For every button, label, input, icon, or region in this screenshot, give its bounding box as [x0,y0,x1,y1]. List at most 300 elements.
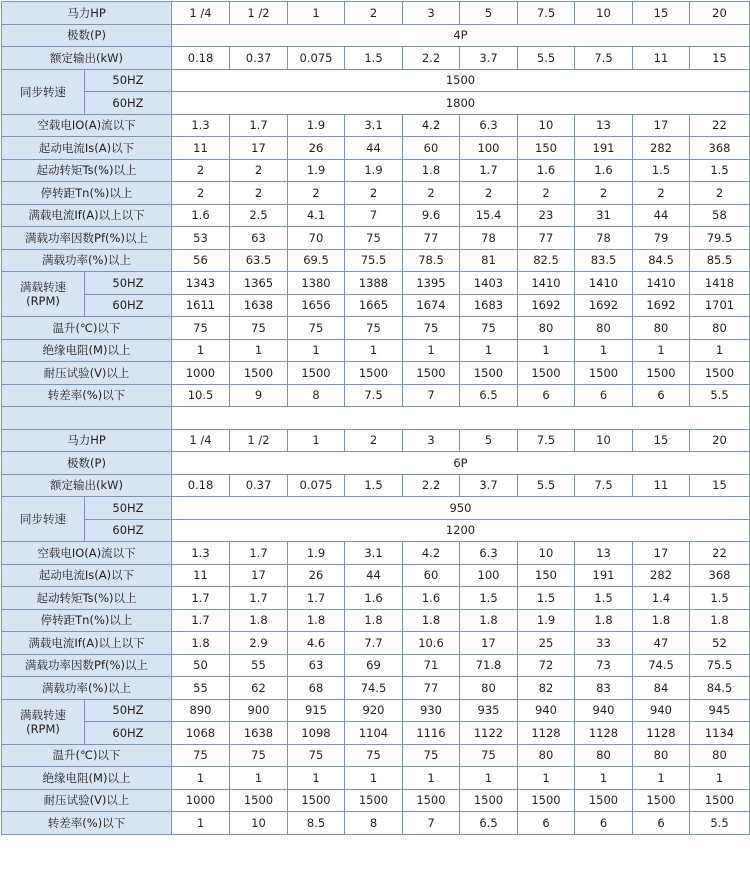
value-cell: 26 [288,564,345,587]
value-cell: 84 [633,677,690,700]
spec-row [2,317,750,340]
value-cell: 47 [633,632,690,655]
value-cell: 1.4 [633,587,690,610]
value-cell: 11 [633,474,690,497]
row-label: 起动转矩Ts(%)以上 [2,587,172,610]
value-cell: 1.5 [690,587,750,610]
row-label: 空载电IO(A)流以下 [2,114,172,137]
value-cell: 7.5 [345,384,403,407]
value-cell: 2 [518,182,575,205]
row-label: 空载电IO(A)流以下 [2,542,172,565]
value-cell: 368 [690,564,750,587]
value-cell: 72 [518,654,575,677]
value-cell: 1.5 [518,587,575,610]
value-cell: 2 [172,182,230,205]
value-cell: 2.5 [230,204,288,227]
value-cell: 1500 [575,789,633,812]
value-cell: 1122 [460,722,518,745]
value-cell: 17 [230,564,288,587]
value-cell: 71 [403,654,460,677]
value-cell: 1500 [633,789,690,812]
value-cell: 5.5 [690,812,750,835]
frequency-label: 60HZ [85,519,172,542]
value-cell: 1365 [230,272,288,295]
hp-row [2,2,750,25]
value-cell: 75 [345,744,403,767]
value-cell: 4.2 [403,114,460,137]
value-cell: 1500 [460,789,518,812]
value-cell: 80 [633,744,690,767]
value-cell: 945 [690,699,750,722]
value-cell: 84.5 [633,249,690,272]
frequency-label: 60HZ [85,92,172,115]
full-load-speed-title: 满载转速 [20,280,66,294]
value-cell: 9 [230,384,288,407]
value-cell: 1.8 [690,609,750,632]
value-cell: 191 [575,137,633,160]
value-cell: 75 [345,227,403,250]
frequency-label: 50HZ [85,699,172,722]
value-cell: 26 [288,137,345,160]
value-cell: 1.7 [288,587,345,610]
value-cell: 1.5 [345,47,403,70]
value-cell: 5.5 [518,47,575,70]
full-load-speed-label [2,272,85,317]
value-cell: 1692 [575,294,633,317]
value-cell: 1395 [403,272,460,295]
value-cell: 10.6 [403,632,460,655]
rated-output-row [2,47,750,70]
value-cell: 75 [288,317,345,340]
value-cell: 1500 [230,789,288,812]
value-cell: 6 [575,384,633,407]
value-cell: 1 [575,767,633,790]
value-cell: 63 [230,227,288,250]
value-cell: 1.8 [633,609,690,632]
spec-row [2,789,750,812]
value-cell: 11 [633,47,690,70]
value-cell: 78 [460,227,518,250]
value-cell: 1403 [460,272,518,295]
spec-row [2,812,750,835]
value-cell: 44 [345,564,403,587]
row-label: 转差率(%)以下 [2,812,172,835]
value-cell: 1500 [518,362,575,385]
value-cell: 58 [690,204,750,227]
value-cell: 1.6 [172,204,230,227]
value-cell: 80 [460,677,518,700]
value-cell: 6.3 [460,542,518,565]
value-cell: 1.7 [172,609,230,632]
value-cell: 70 [288,227,345,250]
value-cell: 69.5 [288,249,345,272]
value-cell: 1500 [230,362,288,385]
value-cell: 940 [518,699,575,722]
value-cell: 8 [345,812,403,835]
full-load-speed-row-50hz [2,272,750,295]
section-separator-row [2,407,750,430]
value-cell: 1128 [518,722,575,745]
value-cell: 6 [633,812,690,835]
value-cell: 9.6 [403,204,460,227]
value-cell: 1.8 [403,159,460,182]
value-cell: 80 [633,317,690,340]
spec-row [2,249,750,272]
value-cell: 73 [575,654,633,677]
value-cell: 1665 [345,294,403,317]
value-cell: 1 [460,339,518,362]
value-cell: 1134 [690,722,750,745]
spec-row [2,137,750,160]
value-cell: 75 [460,744,518,767]
value-cell: 1638 [230,722,288,745]
value-cell: 1.8 [172,632,230,655]
value-cell: 15 [633,429,690,452]
value-cell: 13 [575,114,633,137]
value-cell: 77 [518,227,575,250]
spec-row [2,182,750,205]
sync-speed-row-50hz [2,497,750,520]
value-cell: 1388 [345,272,403,295]
spec-row [2,159,750,182]
value-cell: 2 [345,2,403,25]
value-cell: 68 [288,677,345,700]
value-cell: 1410 [575,272,633,295]
spec-row [2,677,750,700]
value-cell: 2.2 [403,47,460,70]
value-cell: 75 [403,317,460,340]
poles-row [2,24,750,47]
value-cell: 1 [633,767,690,790]
value-cell: 7.5 [518,429,575,452]
value-cell: 1.3 [172,542,230,565]
value-cell: 22 [690,114,750,137]
value-cell: 15.4 [460,204,518,227]
value-cell: 13 [575,542,633,565]
separator-value-cell [172,407,750,430]
value-cell: 1 [345,339,403,362]
value-cell: 7.7 [345,632,403,655]
value-cell: 1 [172,767,230,790]
value-cell: 1 [690,339,750,362]
value-cell: 0.18 [172,474,230,497]
value-cell: 930 [403,699,460,722]
value-cell: 1500 [633,362,690,385]
value-cell: 1380 [288,272,345,295]
spec-row [2,767,750,790]
value-cell: 0.075 [288,47,345,70]
value-cell: 1 [690,767,750,790]
value-cell: 74.5 [633,654,690,677]
value-cell: 191 [575,564,633,587]
spec-row [2,384,750,407]
row-label: 满载功率(%)以上 [2,677,172,700]
value-cell: 4.6 [288,632,345,655]
value-cell: 4.2 [403,542,460,565]
value-cell: 6 [518,384,575,407]
value-cell: 1.7 [172,587,230,610]
value-cell: 1068 [172,722,230,745]
value-cell: 1683 [460,294,518,317]
value-cell: 1 [518,339,575,362]
value-cell: 1.9 [345,159,403,182]
value-cell: 1 [288,429,345,452]
value-cell: 1.8 [288,609,345,632]
value-cell: 25 [518,632,575,655]
value-cell: 1418 [690,272,750,295]
full-load-speed-label [2,699,85,744]
value-cell: 1 [403,767,460,790]
value-cell: 1.5 [633,159,690,182]
value-cell: 2.9 [230,632,288,655]
row-label: 耐压试验(V)以上 [2,789,172,812]
value-cell: 63 [288,654,345,677]
value-cell: 84.5 [690,677,750,700]
value-cell: 79.5 [690,227,750,250]
value-cell: 1692 [633,294,690,317]
value-cell: 3.7 [460,474,518,497]
value-cell: 80 [575,317,633,340]
sync-speed-label: 同步转速 [2,69,85,114]
value-cell: 368 [690,137,750,160]
value-cell: 1674 [403,294,460,317]
value-cell: 6 [518,812,575,835]
row-label: 耐压试验(V)以上 [2,362,172,385]
value-cell: 1.7 [230,587,288,610]
value-cell: 10 [575,2,633,25]
value-cell: 55 [230,654,288,677]
value-cell: 1.9 [288,114,345,137]
value-cell: 1 /2 [230,429,288,452]
value-cell: 3 [403,429,460,452]
value-cell: 2 [288,182,345,205]
value-cell: 7.5 [518,2,575,25]
row-label: 绝缘电阻(M)以上 [2,339,172,362]
row-label: 温升(℃)以下 [2,744,172,767]
row-label: 起动电流Is(A)以下 [2,564,172,587]
value-cell: 75 [172,317,230,340]
value-cell: 1500 [403,789,460,812]
value-cell: 1116 [403,722,460,745]
value-cell: 69 [345,654,403,677]
value-cell: 6 [633,384,690,407]
value-cell: 80 [518,744,575,767]
value-cell: 75.5 [690,654,750,677]
value-cell: 915 [288,699,345,722]
value-cell: 1.8 [230,609,288,632]
value-cell: 2 [690,182,750,205]
value-cell: 11 [172,564,230,587]
value-cell: 8 [288,384,345,407]
value-cell: 2 [230,182,288,205]
value-cell: 150 [518,137,575,160]
value-cell: 890 [172,699,230,722]
frequency-label: 50HZ [85,69,172,92]
value-cell: 1 [172,812,230,835]
value-cell: 1.7 [230,542,288,565]
value-cell: 3.1 [345,114,403,137]
full-load-speed-row-60hz [2,722,750,745]
value-cell: 17 [460,632,518,655]
value-cell: 1 [288,339,345,362]
value-cell: 1692 [518,294,575,317]
value-cell: 2 [460,182,518,205]
row-label: 满载电流If(A)以上以下 [2,632,172,655]
value-cell: 10 [575,429,633,452]
value-cell: 80 [690,744,750,767]
value-cell: 50 [172,654,230,677]
spec-row [2,587,750,610]
row-label: 马力HP [2,2,172,25]
value-cell: 1500 [460,362,518,385]
value-cell: 1 [172,339,230,362]
value-cell: 11 [172,137,230,160]
value-cell: 1.9 [288,159,345,182]
value-cell: 1 [288,767,345,790]
value-cell: 100 [460,564,518,587]
value-cell: 17 [633,114,690,137]
value-cell: 75 [230,744,288,767]
value-cell: 44 [345,137,403,160]
value-cell: 940 [633,699,690,722]
value-cell: 1.8 [403,609,460,632]
value-cell: 31 [575,204,633,227]
value-cell: 7 [403,812,460,835]
spec-row [2,744,750,767]
value-cell: 55 [172,677,230,700]
sync-speed-value: 1500 [172,69,750,92]
value-cell: 1000 [172,362,230,385]
sync-speed-label: 同步转速 [2,497,85,542]
value-cell: 1500 [690,789,750,812]
row-label: 温升(℃)以下 [2,317,172,340]
value-cell: 1.5 [460,587,518,610]
value-cell: 1 [288,2,345,25]
value-cell: 6 [575,812,633,835]
value-cell: 1500 [575,362,633,385]
spec-row [2,564,750,587]
value-cell: 82.5 [518,249,575,272]
value-cell: 0.37 [230,474,288,497]
value-cell: 2 [230,159,288,182]
value-cell: 1098 [288,722,345,745]
value-cell: 1.6 [575,159,633,182]
value-cell: 17 [230,137,288,160]
value-cell: 1.7 [230,114,288,137]
value-cell: 85.5 [690,249,750,272]
sync-speed-value: 1200 [172,519,750,542]
value-cell: 75 [230,317,288,340]
value-cell: 1128 [575,722,633,745]
value-cell: 8.5 [288,812,345,835]
value-cell: 1.8 [345,609,403,632]
value-cell: 75 [460,317,518,340]
poles-row [2,452,750,475]
value-cell: 2 [633,182,690,205]
value-cell: 1500 [345,362,403,385]
sync-speed-value: 1800 [172,92,750,115]
value-cell: 60 [403,137,460,160]
value-cell: 1500 [403,362,460,385]
value-cell: 282 [633,564,690,587]
value-cell: 3.1 [345,542,403,565]
poles-value: 4P [172,24,750,47]
spec-row [2,114,750,137]
value-cell: 63.5 [230,249,288,272]
value-cell: 0.18 [172,47,230,70]
value-cell: 1.5 [345,474,403,497]
value-cell: 5 [460,429,518,452]
value-cell: 80 [575,744,633,767]
value-cell: 71.8 [460,654,518,677]
separator-label-cell [2,407,172,430]
value-cell: 0.075 [288,474,345,497]
value-cell: 53 [172,227,230,250]
value-cell: 1.6 [518,159,575,182]
value-cell: 1 [633,339,690,362]
poles-value: 6P [172,452,750,475]
value-cell: 1 [460,767,518,790]
value-cell: 100 [460,137,518,160]
value-cell: 1 /4 [172,2,230,25]
spec-row [2,339,750,362]
value-cell: 7 [403,384,460,407]
sync-speed-row-60hz [2,92,750,115]
spec-table-body [2,2,750,835]
sync-speed-value: 950 [172,497,750,520]
row-label: 起动电流Is(A)以下 [2,137,172,160]
value-cell: 17 [633,542,690,565]
row-label: 马力HP [2,429,172,452]
value-cell: 1 /4 [172,429,230,452]
frequency-label: 60HZ [85,722,172,745]
value-cell: 78.5 [403,249,460,272]
value-cell: 1 [518,767,575,790]
value-cell: 77 [403,227,460,250]
value-cell: 77 [403,677,460,700]
value-cell: 1000 [172,789,230,812]
value-cell: 920 [345,699,403,722]
value-cell: 62 [230,677,288,700]
sync-speed-row-60hz [2,519,750,542]
value-cell: 79 [633,227,690,250]
frequency-label: 50HZ [85,497,172,520]
value-cell: 7.5 [575,474,633,497]
row-label: 停转距Tn(%)以上 [2,609,172,632]
row-label: 转差率(%)以下 [2,384,172,407]
value-cell: 1 [345,767,403,790]
spec-row [2,654,750,677]
value-cell: 2 [345,429,403,452]
value-cell: 3.7 [460,47,518,70]
value-cell: 1.9 [288,542,345,565]
value-cell: 3 [403,2,460,25]
value-cell: 1500 [345,789,403,812]
value-cell: 1410 [633,272,690,295]
sync-speed-row-50hz [2,69,750,92]
value-cell: 15 [633,2,690,25]
row-label: 绝缘电阻(M)以上 [2,767,172,790]
full-load-speed-row-60hz [2,294,750,317]
value-cell: 1500 [518,789,575,812]
spec-row [2,609,750,632]
rated-output-row [2,474,750,497]
value-cell: 1.5 [575,587,633,610]
value-cell: 80 [518,317,575,340]
value-cell: 75 [172,744,230,767]
value-cell: 6.3 [460,114,518,137]
full-load-speed-title: 满载转速 [20,707,66,722]
